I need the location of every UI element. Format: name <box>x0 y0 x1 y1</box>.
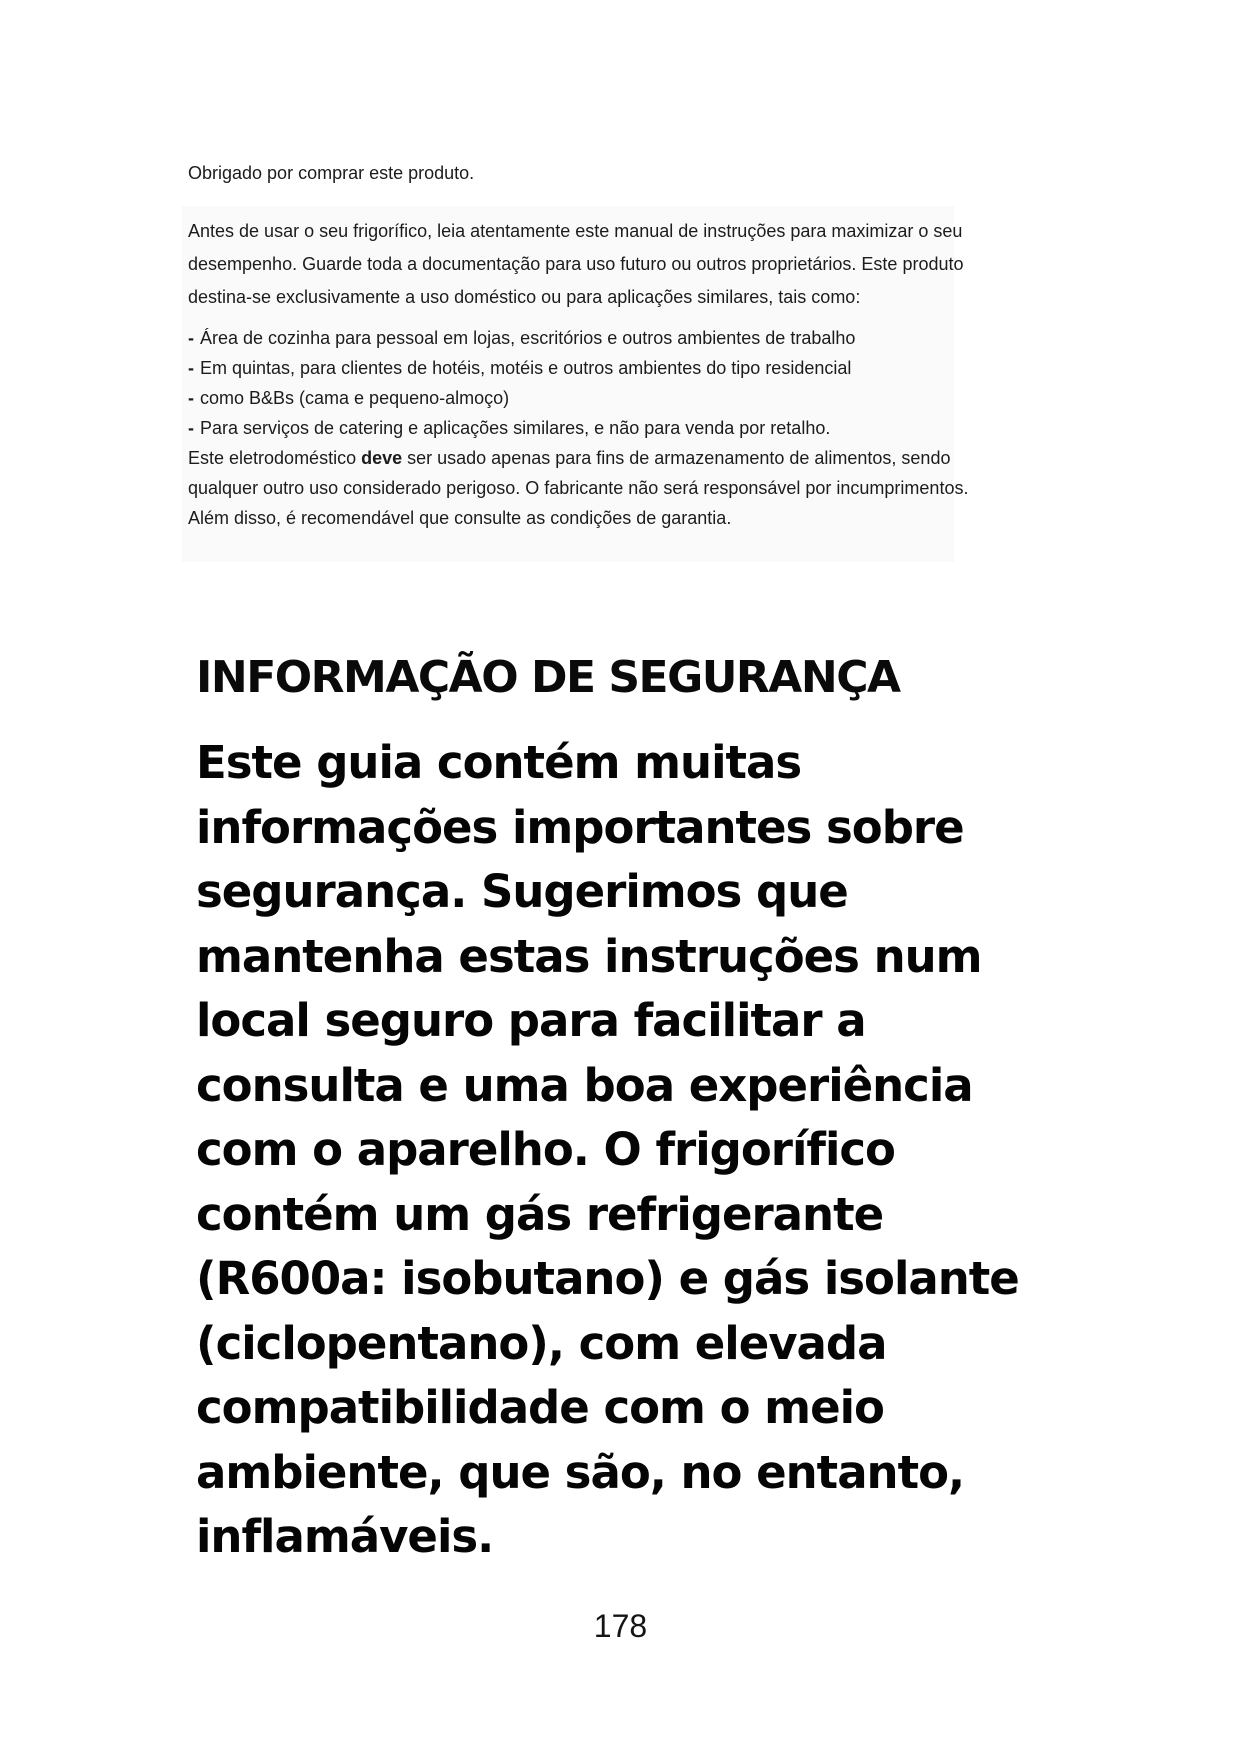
safety-line: inflamáveis. <box>196 1510 494 1563</box>
bullet-dash: - <box>188 328 194 348</box>
safety-line: informações importantes sobre <box>196 800 964 854</box>
bullet-text: Para serviços de catering e aplicações similares, e não para venda por retalho. <box>200 418 831 438</box>
closing-text-start: Este eletrodoméstico <box>188 448 362 468</box>
safety-line: contém um gás refrigerante <box>196 1187 884 1241</box>
safety-line: com o aparelho. O frigorífico <box>196 1123 895 1176</box>
safety-section-heading: INFORMAÇÃO DE SEGURANÇA <box>196 652 900 703</box>
thanks-line: Obrigado por comprar este produto. <box>188 163 475 183</box>
closing-bold-word: deve <box>361 448 403 468</box>
bullet-item <box>188 413 980 443</box>
safety-line: (R600a: isobutano) e gás isolante <box>196 1252 1019 1305</box>
safety-line: local seguro para facilitar a <box>196 994 866 1047</box>
page-number: 178 <box>593 1608 648 1644</box>
bullet-item <box>188 353 980 383</box>
safety-line: Este guia contém muitas <box>196 736 802 789</box>
safety-line: ambiente, que são, no entanto, <box>196 1445 965 1499</box>
bullet-dash: - <box>188 388 194 408</box>
bullet-text: Em quintas, para clientes de hotéis, motéis e outros ambientes do tipo residencial <box>200 358 852 378</box>
bullet-text: como B&Bs (cama e pequeno-almoço) <box>200 388 510 408</box>
bullet-text: Área de cozinha para pessoal em lojas, escritórios e outros ambientes de trabalho <box>200 328 856 348</box>
safety-line: segurança. Sugerimos que <box>196 865 848 918</box>
bullet-item <box>188 383 980 413</box>
usage-bullet-list <box>188 323 980 443</box>
closing-paragraph <box>188 443 980 533</box>
safety-text-block <box>196 731 1019 1570</box>
intro-section <box>188 161 980 533</box>
safety-line: compatibilidade com o meio <box>196 1381 884 1434</box>
safety-line: mantenha estas instruções num <box>196 929 982 983</box>
bullet-dash: - <box>188 418 194 438</box>
safety-line: (ciclopentano), com elevada <box>196 1316 887 1370</box>
safety-line: consulta e uma boa experiência <box>196 1058 973 1112</box>
closing-text-end: ser usado apenas para fins de armazenamento de alimentos, sendo qualquer outro uso considerado perigoso. O fabricante não será responsável por incumprimentos. Além disso, é recomendável que consulte as condições de garantia. <box>188 448 969 528</box>
intro-paragraph: Antes de usar o seu frigorífico, leia atentamente este manual de instruções para maximizar o seu desempenho. Guarde toda a documentação para uso futuro ou outros proprietários. Este produto destina-se exclusivamente a uso doméstico ou para aplicações similares, tais como: <box>188 221 964 307</box>
bullet-item <box>188 323 980 353</box>
bullet-dash: - <box>188 358 194 378</box>
